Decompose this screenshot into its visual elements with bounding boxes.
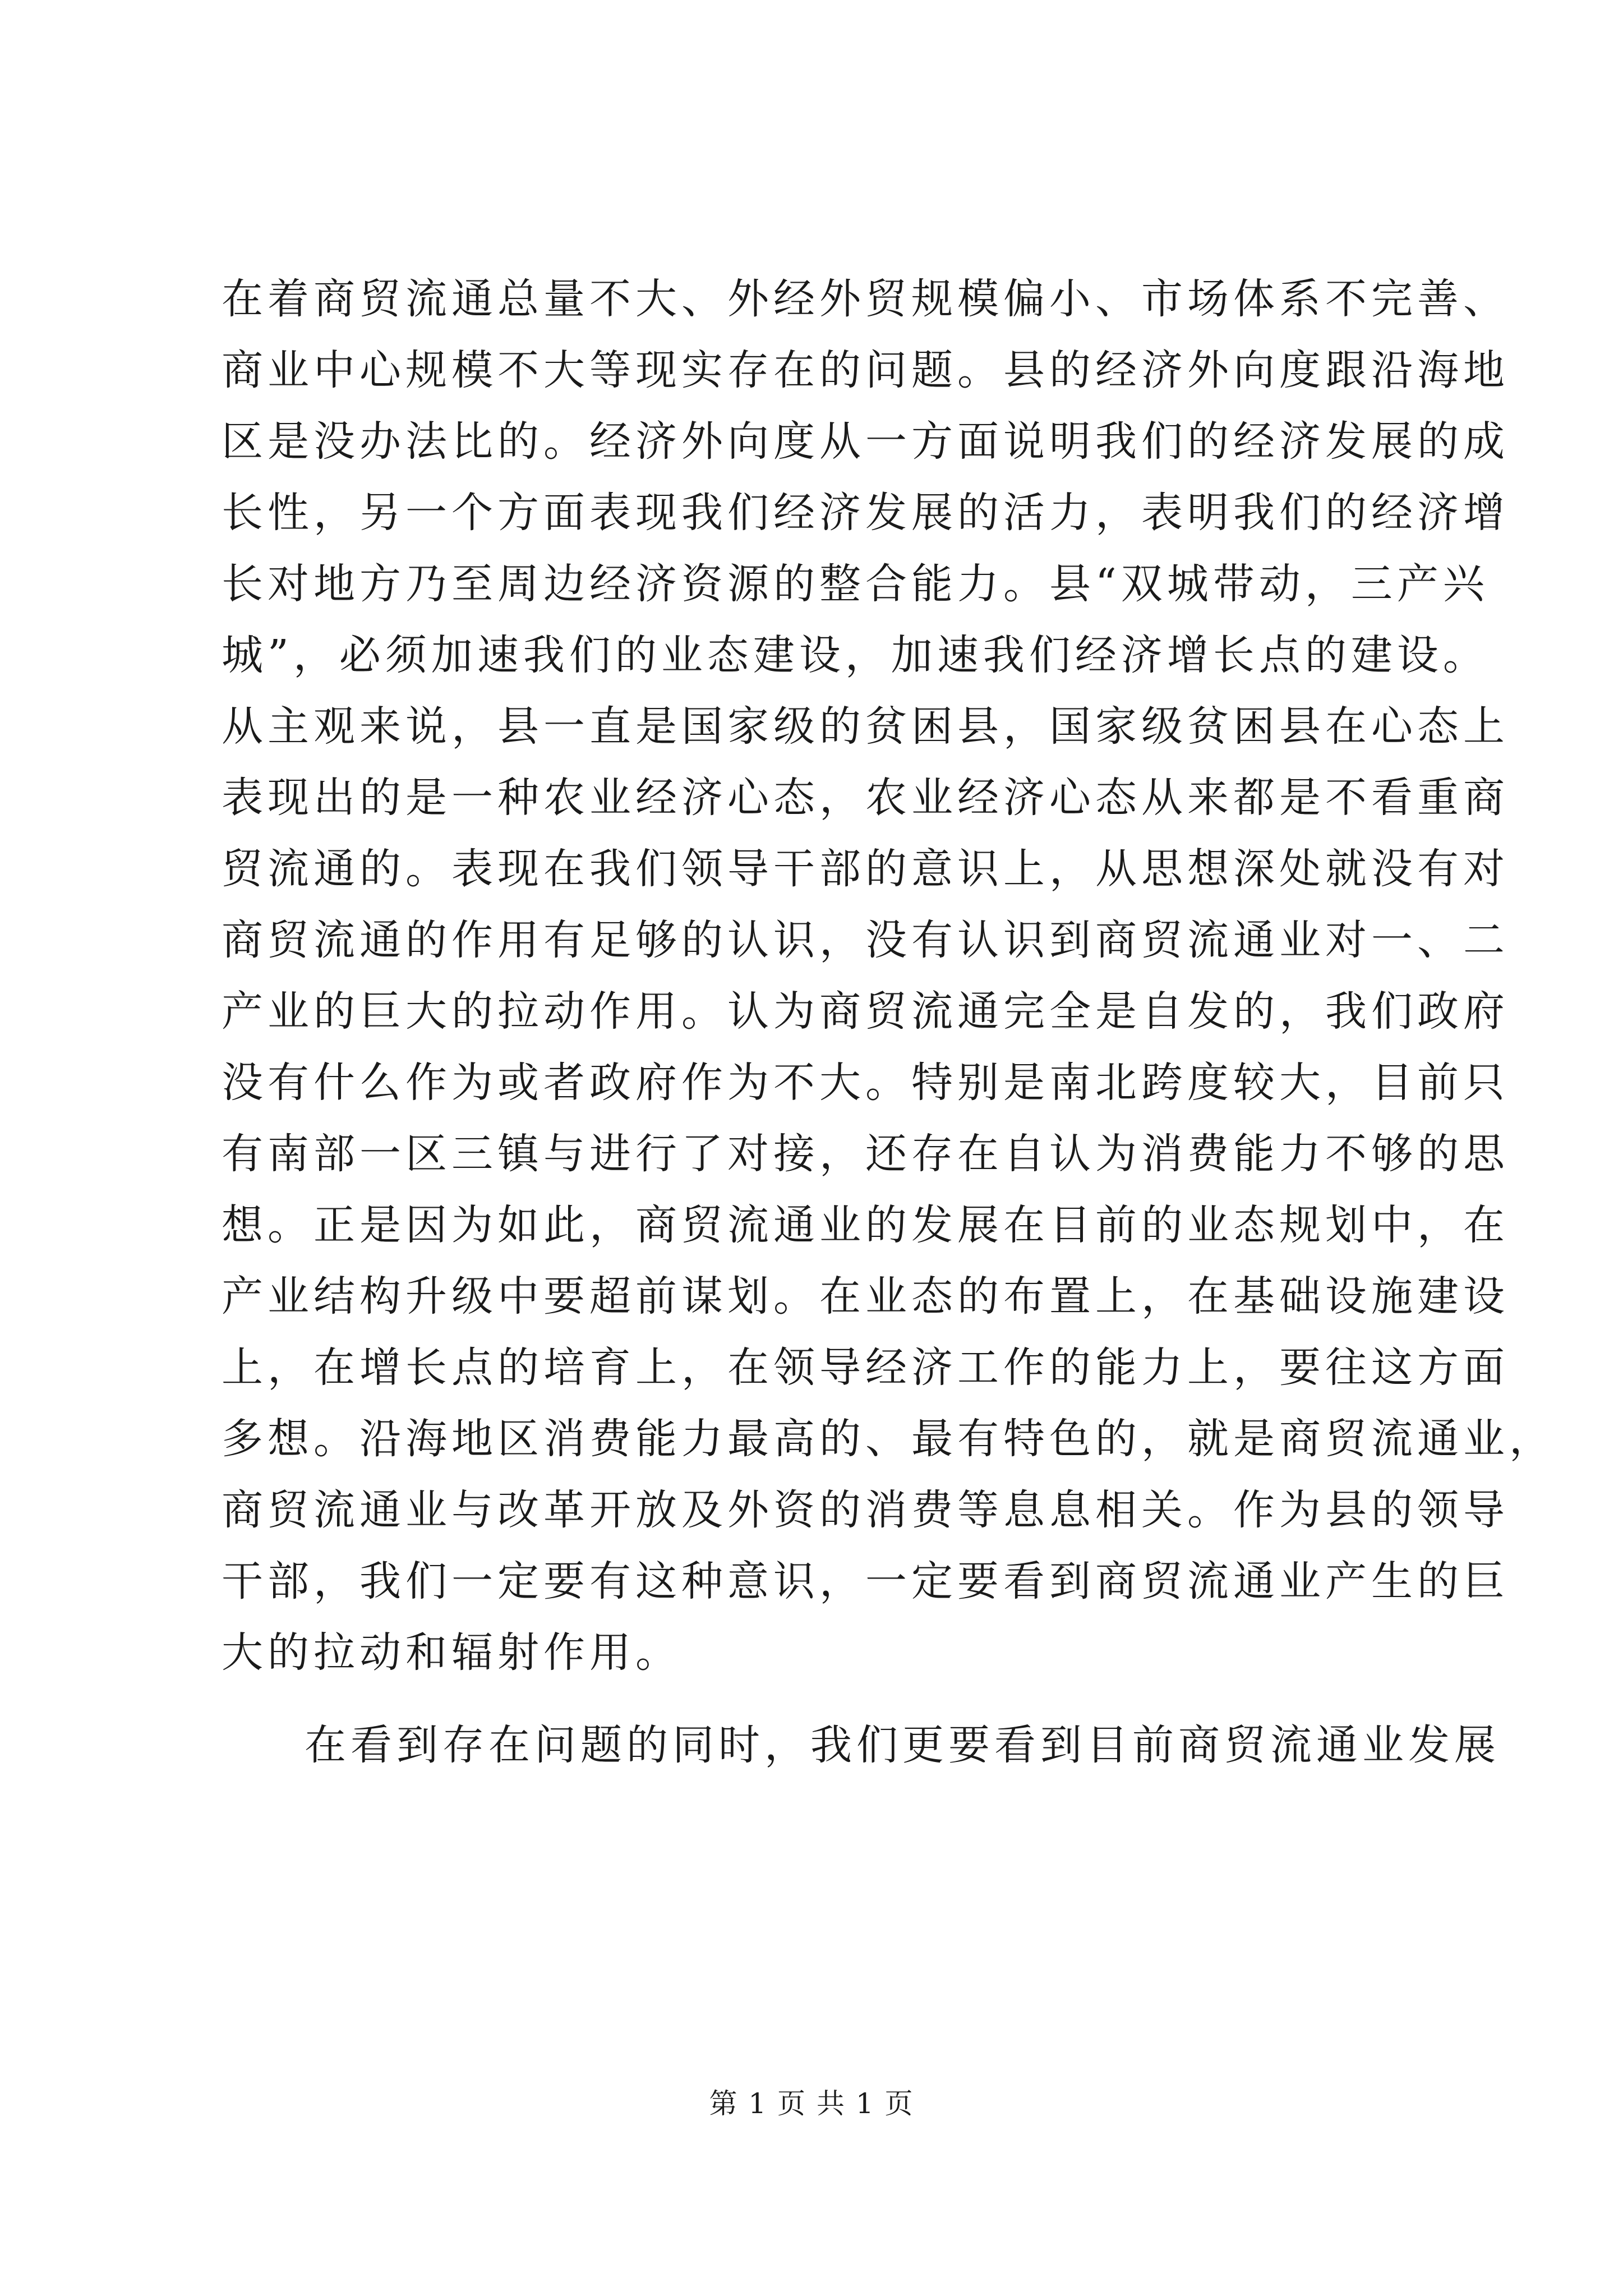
text-line: 干部，我们一定要有这种意识，一定要看到商贸流通业产生的巨 bbox=[222, 1557, 1509, 1605]
text-line: 有南部一区三镇与进行了对接，还存在自认为消费能力不够的思 bbox=[222, 1130, 1509, 1178]
paragraph-gap bbox=[222, 1688, 1422, 1710]
text-line: 长性，另一个方面表现我们经济发展的活力，表明我们的经济增 bbox=[222, 489, 1509, 537]
text-line: 区是没办法比的。经济外向度从一方面说明我们的经济发展的成 bbox=[222, 417, 1509, 466]
paragraph-2-line: 在看到存在问题的同时，我们更要看到目前商贸流通业发展 bbox=[305, 1721, 1500, 1769]
text-line: 从主观来说，县一直是国家级的贫困县，国家级贫困县在心态上 bbox=[222, 702, 1509, 751]
text-line: 产业结构升级中要超前谋划。在业态的布置上，在基础设施建设 bbox=[222, 1272, 1509, 1320]
text-line: 大的拉动和辐射作用。 bbox=[222, 1628, 681, 1677]
text-line: 表现出的是一种农业经济心态，农业经济心态从来都是不看重商 bbox=[222, 774, 1509, 822]
text-line: 多想。沿海地区消费能力最高的、最有特色的，就是商贸流通业， bbox=[222, 1415, 1555, 1463]
page-number-label: 第 1 页 共 1 页 bbox=[709, 2087, 914, 2120]
text-line: 商贸流通业与改革开放及外资的消费等息息相关。作为县的领导 bbox=[222, 1486, 1509, 1534]
text-line: 城”，必须加速我们的业态建设，加速我们经济增长点的建设。 bbox=[222, 631, 1489, 679]
text-line: 没有什么作为或者政府作为不大。特别是南北跨度较大，目前只 bbox=[222, 1059, 1509, 1107]
body-text bbox=[222, 264, 1555, 1781]
text-line: 商贸流通的作用有足够的认识，没有认识到商贸流通业对一、二 bbox=[222, 916, 1509, 964]
text-line: 在着商贸流通总量不大、外经外贸规模偏小、市场体系不完善、 bbox=[222, 275, 1509, 323]
text-line: 上，在增长点的培育上，在领导经济工作的能力上，要往这方面 bbox=[222, 1343, 1509, 1392]
text-line: 长对地方乃至周边经济资源的整合能力。县“双城带动，三产兴 bbox=[222, 560, 1489, 608]
text-line: 商业中心规模不大等现实存在的问题。县的经济外向度跟沿海地 bbox=[222, 346, 1509, 394]
text-line: 产业的巨大的拉动作用。认为商贸流通完全是自发的，我们政府 bbox=[222, 987, 1509, 1036]
page-footer bbox=[0, 2087, 1623, 2120]
text-line: 想。正是因为如此，商贸流通业的发展在目前的业态规划中，在 bbox=[222, 1201, 1509, 1249]
text-line: 贸流通的。表现在我们领导干部的意识上，从思想深处就没有对 bbox=[222, 845, 1509, 893]
